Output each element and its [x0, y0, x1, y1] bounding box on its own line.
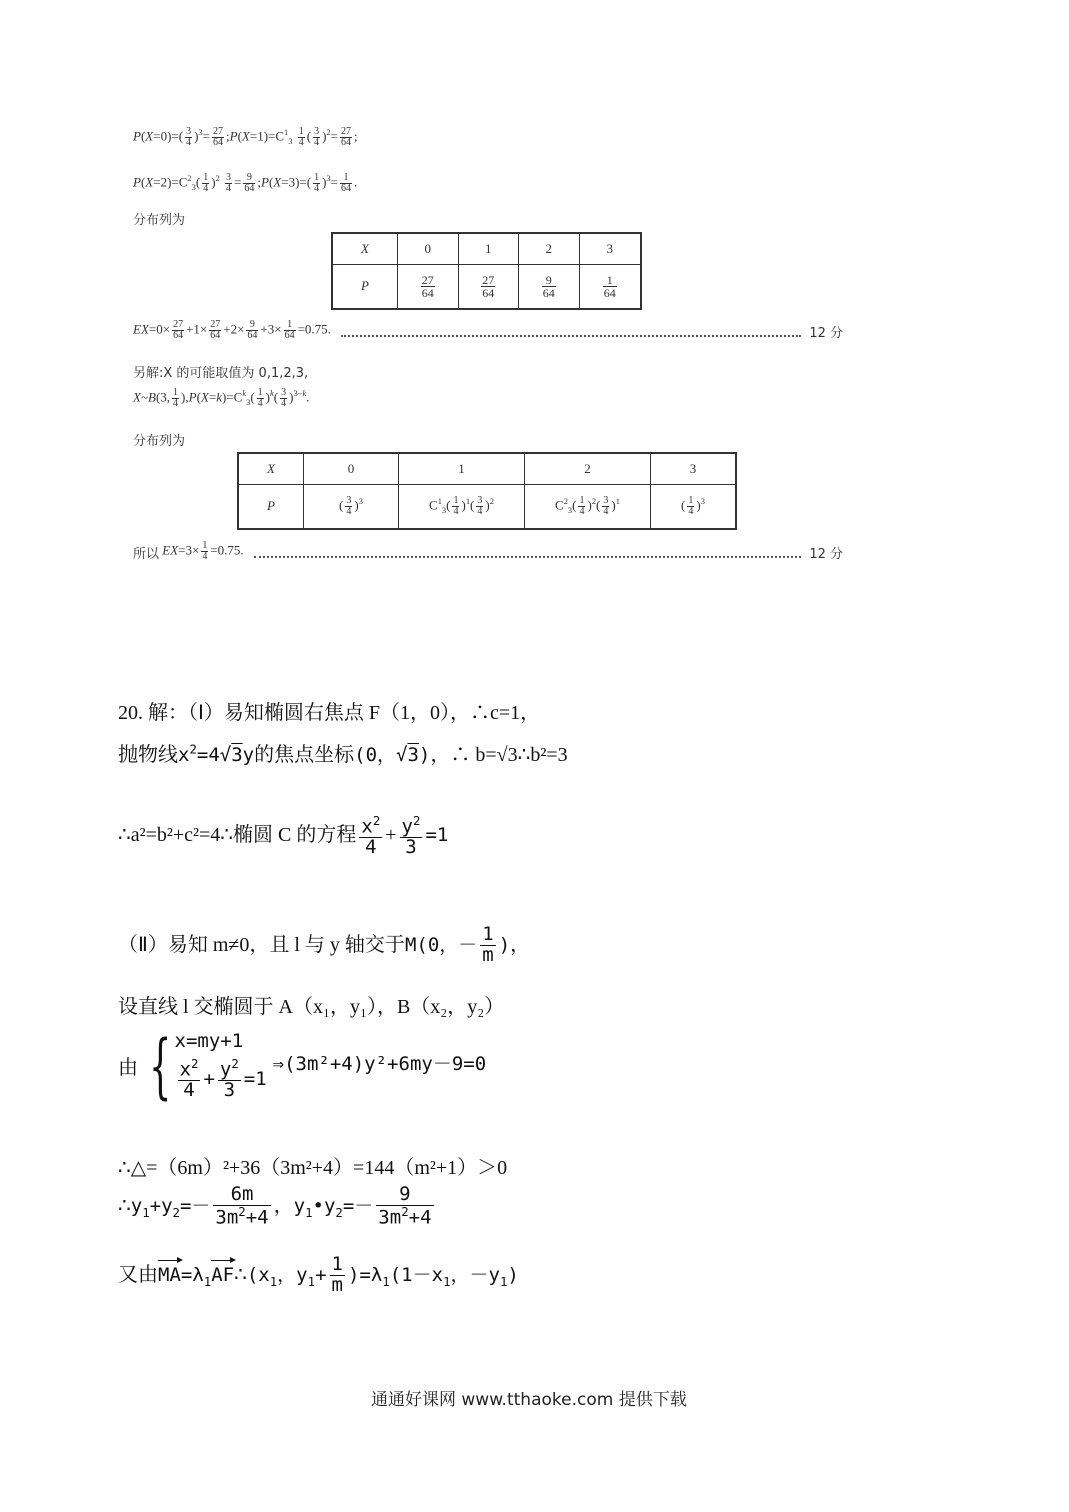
- prob-line-2: $P(X=2)=C^2_3$( $\frac{1}{4}$ )$^2$ $\frac{3}{4}$ = $\frac{9}{64}$ ;P(X=3)=( $\frac{1}{4}$ )$^3$= $\frac{1}{64}$ .: [133, 172, 358, 194]
- score-label: 12 分: [809, 547, 843, 562]
- table-cell: $C^1_3$( $\frac{1}{4}$ )$^1$( $\frac{3}{4}$ )$^2$: [399, 484, 525, 529]
- score-label: 12 分: [809, 326, 843, 341]
- table-cell: 3: [651, 453, 737, 484]
- text-segment: 由: [118, 1057, 138, 1080]
- system-equations: [118, 1024, 487, 1107]
- table-cell: $\frac{9}{64}$: [519, 264, 580, 309]
- binomial-line: X~B(3, $\frac{1}{4}$ )$,P(X=k)=C^k_3$( $\frac{1}{4}$ )$^k$( $\frac{3}{4}$ )$^{3-k}$.: [133, 387, 310, 409]
- parabola-equation: $x^2=4√3y$: [178, 742, 255, 766]
- text-segment: ∴ b=√3∴b²=3: [450, 744, 568, 766]
- dist-label-2: 分布列为: [133, 434, 186, 449]
- system-eq-2: $\frac{x^2}{4}$ + $\frac{y^2}{3}$ =1: [179, 1057, 267, 1102]
- solution-line-9: 又由$MA=\lambda_1AF\therefore(x_1$，$y_1+$ $\frac{1}{m}$ )$=\lambda_1(1-x_1$，$-y_1$): [118, 1253, 519, 1296]
- focus-point: (0，√3): [354, 744, 431, 766]
- solution-line-3: ∴a²=b²+c²=4∴椭圆 C 的方程 $\frac{x^2}{4}$ + $\frac{y^2}{3}$ =1: [118, 814, 449, 859]
- solution-line-1: 20. 解：（Ⅰ）易知椭圆右焦点 F（1，0），∴c=1，: [118, 702, 541, 724]
- table-cell: 1: [399, 453, 525, 484]
- solution-line-5: 设直线 l 交椭圆于 A（x₁，y₁），B（x₂，y₂）: [118, 996, 505, 1018]
- distribution-table-1: [331, 232, 642, 310]
- solution-line-7: ∴△=（6m）²+36（3m²+4）=144（m²+1）＞0: [118, 1157, 508, 1179]
- table-header-x: X: [238, 453, 304, 484]
- table-header-p: P: [332, 264, 398, 309]
- left-brace: {: [149, 1024, 172, 1107]
- table-cell: 3: [579, 233, 641, 264]
- table-cell: $\frac{27}{64}$: [458, 264, 519, 309]
- text-segment: 又由: [118, 1263, 158, 1286]
- footer-credit: 通通好课网 www.tthaoke.com 提供下载: [371, 1390, 687, 1410]
- system-eq-1: x=my+1: [174, 1030, 244, 1052]
- table-cell: $\frac{27}{64}$: [398, 264, 459, 309]
- distribution-table-2: [237, 452, 737, 530]
- dist-label: 分布列为: [133, 213, 186, 228]
- text-segment: 抛物线: [118, 744, 178, 766]
- table-cell: 0: [304, 453, 399, 484]
- ex-line-2: 所以 EX=3× $\frac{1}{4}$ =0.75. 12 分: [133, 540, 843, 562]
- table-cell: ( $\frac{1}{4}$ )$^3$: [651, 484, 737, 529]
- solution-line-2: 抛物线$x^2=4√3y$的焦点坐标(0，√3)，∴ b=√3∴b²=3: [118, 742, 568, 766]
- solution-line-8: $\therefore y_1+y_2=-$ $\frac{6m}{3m^2+4}$ ，$y_1•y_2=-$ $\frac{9}{3m^2+4}$: [118, 1183, 432, 1229]
- text-segment: 的焦点坐标: [254, 744, 355, 766]
- table-cell: 0: [398, 233, 459, 264]
- table-cell: ( $\frac{3}{4}$ )$^3$: [304, 484, 399, 529]
- table-header-p: P: [238, 484, 304, 529]
- table-header-x: X: [332, 233, 398, 264]
- text-segment: ∴a²=b²+c²=4∴椭圆 C 的方程: [118, 824, 357, 847]
- table-cell: $C^2_3$( $\frac{1}{4}$ )$^2$( $\frac{3}{4}$ )$^1$: [525, 484, 651, 529]
- prob-line-1: P(X=0)=( $\frac{3}{4}$ )$^3$= $\frac{27}{64}$ $;P(X=1)=C^1_3$ $\frac{1}{4}$ ( $\frac{3}{4}$ )$^2$= $\frac{27}{64}$ ;: [133, 126, 358, 148]
- table-cell: 2: [525, 453, 651, 484]
- table-cell: $\frac{1}{64}$: [579, 264, 641, 309]
- text-segment: （Ⅱ）易知 m≠0，且 l 与 y 轴交于: [118, 933, 405, 956]
- table-cell: 2: [519, 233, 580, 264]
- ex-line-1: EX=0× $\frac{27}{64}$ +1× $\frac{27}{64}$ +2× $\frac{9}{64}$ +3× $\frac{1}{64}$ =0.75. 12 分: [133, 319, 843, 341]
- solution-line-4: （Ⅱ）易知 m≠0，且 l 与 y 轴交于M(0，－ $\frac{1}{m}$ )，: [118, 923, 531, 966]
- table-cell: 1: [458, 233, 519, 264]
- implies-equation: ⇒(3m²+4)y²+6my－9=0: [272, 1053, 487, 1076]
- alt-solution: 另解:X 的可能取值为 0,1,2,3,: [133, 366, 309, 381]
